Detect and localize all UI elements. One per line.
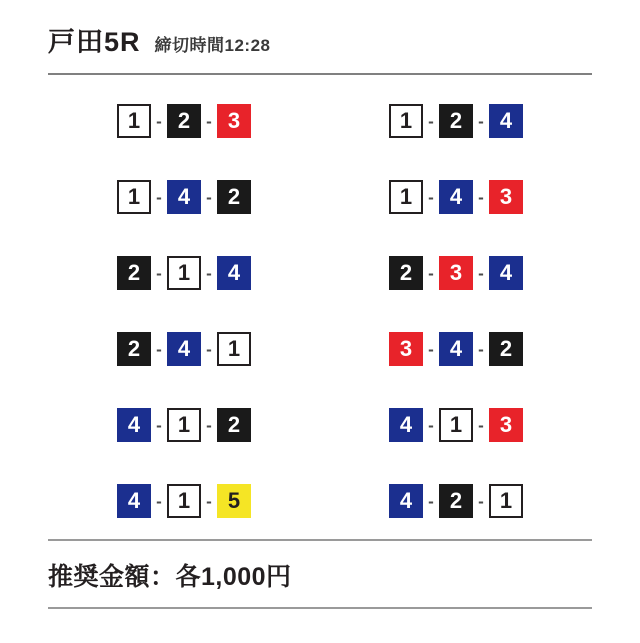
bet-cell-left [48,104,320,138]
boat-number: 2 [439,484,473,518]
boat-number: 2 [217,180,251,214]
boat-number: 4 [439,180,473,214]
bet-combination [389,484,523,518]
combo-separator: - [478,415,484,435]
deadline-label: 締切時間12:28 [154,36,271,55]
bet-combination [117,256,251,290]
boat-number: 4 [439,332,473,366]
boat-number: 2 [167,104,201,138]
combo-separator: - [206,187,212,207]
boat-number: 4 [167,332,201,366]
combo-separator: - [428,187,434,207]
boat-number: 2 [217,408,251,442]
combo-separator: - [156,415,162,435]
combo-separator: - [206,415,212,435]
bet-cell-left [48,408,320,442]
combo-separator: - [478,187,484,207]
boat-number: 1 [389,104,423,138]
boat-number: 2 [117,256,151,290]
boat-number: 3 [389,332,423,366]
boat-number: 1 [117,180,151,214]
boat-number: 1 [167,484,201,518]
combo-separator: - [478,491,484,511]
boat-number: 1 [489,484,523,518]
boat-number: 4 [389,408,423,442]
boat-number: 2 [439,104,473,138]
card-header [48,0,592,73]
combo-separator: - [156,187,162,207]
bet-grid [48,75,592,539]
page-title: 戸田5R [48,27,141,57]
bet-combination [117,484,251,518]
bet-cell-left [48,332,320,366]
boat-number: 1 [117,104,151,138]
boat-number: 3 [439,256,473,290]
bet-combination [117,408,251,442]
combo-separator: - [428,339,434,359]
bet-row [48,311,592,387]
bet-combination [389,256,523,290]
boat-number: 1 [217,332,251,366]
boat-number: 2 [117,332,151,366]
boat-number: 4 [117,484,151,518]
bet-combination [117,332,251,366]
boat-number: 5 [217,484,251,518]
bet-cell-right [320,180,592,214]
boat-number: 1 [167,408,201,442]
bet-cell-left [48,256,320,290]
combo-separator: - [156,491,162,511]
bottom-spacer [48,609,592,643]
bet-cell-right [320,256,592,290]
boat-number: 1 [167,256,201,290]
combo-separator: - [478,111,484,131]
bet-row [48,235,592,311]
recommended-amount-label: 推奨金額：各1,000円 [48,563,292,591]
bet-combination [389,180,523,214]
bet-cell-right [320,484,592,518]
bet-combination [117,104,251,138]
boat-number: 1 [389,180,423,214]
boat-number: 4 [389,484,423,518]
combo-separator: - [156,339,162,359]
boat-number: 4 [489,256,523,290]
bet-combination [389,104,523,138]
bet-combination [389,408,523,442]
combo-separator: - [206,263,212,283]
boat-number: 1 [439,408,473,442]
combo-separator: - [156,111,162,131]
boat-number: 4 [117,408,151,442]
bet-cell-left [48,180,320,214]
boat-number: 4 [489,104,523,138]
bet-row [48,83,592,159]
bet-cell-right [320,332,592,366]
bet-row [48,159,592,235]
combo-separator: - [428,491,434,511]
bet-combination [117,180,251,214]
combo-separator: - [206,339,212,359]
bet-row [48,463,592,539]
boat-number: 3 [489,408,523,442]
combo-separator: - [428,415,434,435]
boat-number: 4 [217,256,251,290]
combo-separator: - [156,263,162,283]
boat-number: 3 [217,104,251,138]
bet-cell-right [320,104,592,138]
boat-number: 4 [167,180,201,214]
combo-separator: - [206,111,212,131]
boat-number: 2 [489,332,523,366]
bet-cell-right [320,408,592,442]
combo-separator: - [478,263,484,283]
combo-separator: - [478,339,484,359]
boat-number: 2 [389,256,423,290]
bet-combination [389,332,523,366]
bet-cell-left [48,484,320,518]
combo-separator: - [206,491,212,511]
boat-number: 3 [489,180,523,214]
combo-separator: - [428,263,434,283]
combo-separator: - [428,111,434,131]
bet-row [48,387,592,463]
